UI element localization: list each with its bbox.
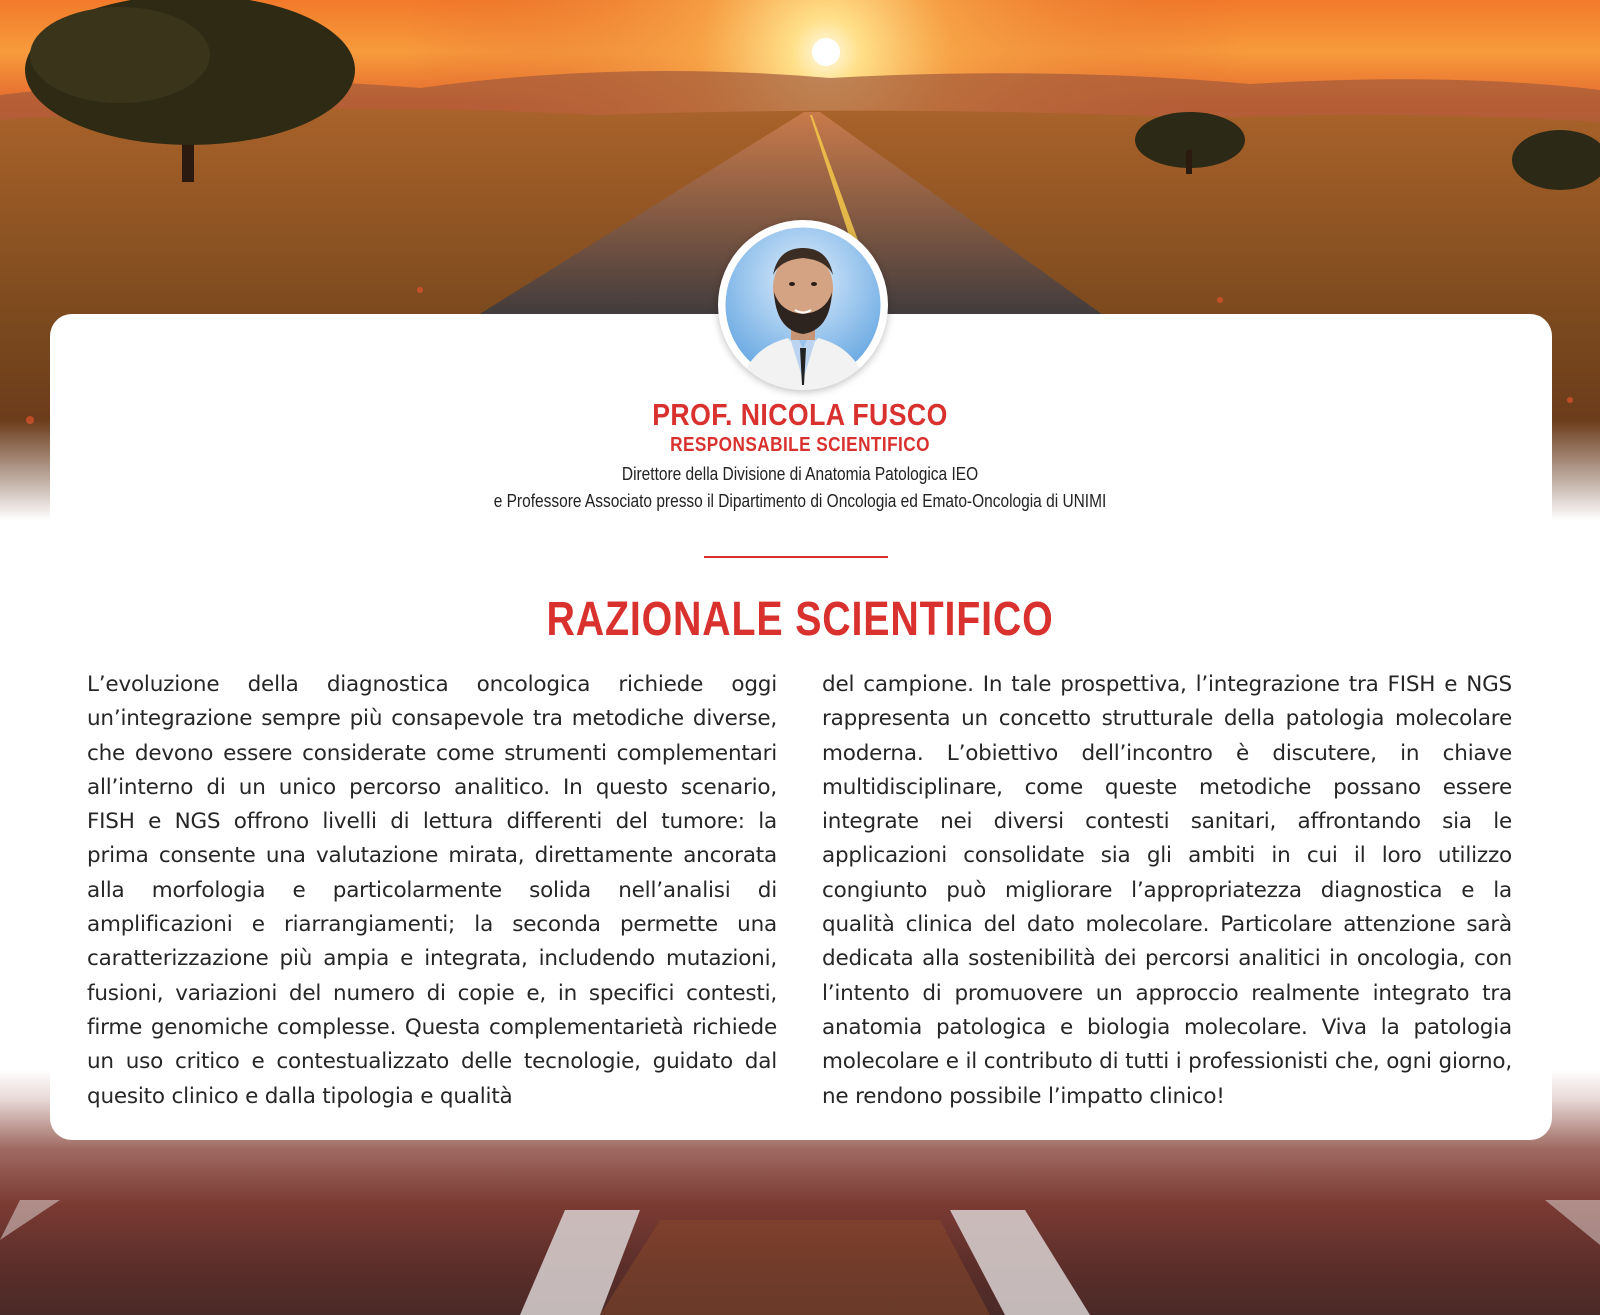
- speaker-name: PROF. NICOLA FUSCO: [652, 397, 948, 432]
- sun-icon: [812, 38, 840, 66]
- body-text-right: del campione. In tale prospettiva, l’integrazione tra FISH e NGS rappresenta un concetto strutturale della patologia molecolare moderna. L’obiettivo dell’incontro è discutere, in chiave multidisciplinare, come queste metodiche possano essere integrate nei diversi contesti sanitari, affrontando sia le applicazioni consolidate sia gli ambiti in cui il loro utilizzo congiunto può migliorare l’appropriatezza diagnostica e la qualità clinica del dato molecolare. Particolare attenzione sarà dedicata alla sostenibilità dei percorsi analitici in oncologia, con l’intento di promuovere un approccio realmente integrato tra anatomia patologica e biologia molecolare. Viva la patologia molecolare e il contributo di tutti i professionisti che, ogni giorno, ne rendono possibile l’impatto clinico!: [822, 672, 1512, 1109]
- speaker-photo-avatar: [718, 220, 888, 390]
- section-title: RAZIONALE SCIENTIFICO: [546, 593, 1054, 646]
- portrait-icon: [718, 220, 888, 390]
- body-text-left: L’evoluzione della diagnostica oncologica richiede oggi un’integrazione sempre più consapevole tra metodiche diverse, che devono essere considerate come strumenti complementari all’interno di un unico percorso analitico. In questo scenario, FISH e NGS offrono livelli di lettura differenti del tumore: la prima consente una valutazione mirata, direttamente ancorata alla morfologia e particolarmente solida nell’analisi di amplificazioni e riarrangiamenti; la seconda permette una caratterizzazione più ampia e integrata, includendo mutazioni, fusioni, variazioni del numero di copie e, in specifici contesti, firme genomiche complesse. Questa complementarietà richiede un uso critico e contestualizzato delle tecnologie, guidato dal quesito clinico e dalla tipologia e qualità: [87, 672, 777, 1109]
- body-column-left: [87, 668, 777, 1114]
- speaker-role: RESPONSABILE SCIENTIFICO: [670, 434, 930, 456]
- section-divider: [704, 556, 888, 558]
- speaker-affiliation-line-2: e Professore Associato presso il Dipartimento di Oncologia ed Emato-Oncologia di UNIMI: [493, 491, 1107, 511]
- speaker-affiliation-line-1: Direttore della Divisione di Anatomia Patologica IEO: [621, 464, 979, 484]
- body-column-right: [822, 668, 1512, 1114]
